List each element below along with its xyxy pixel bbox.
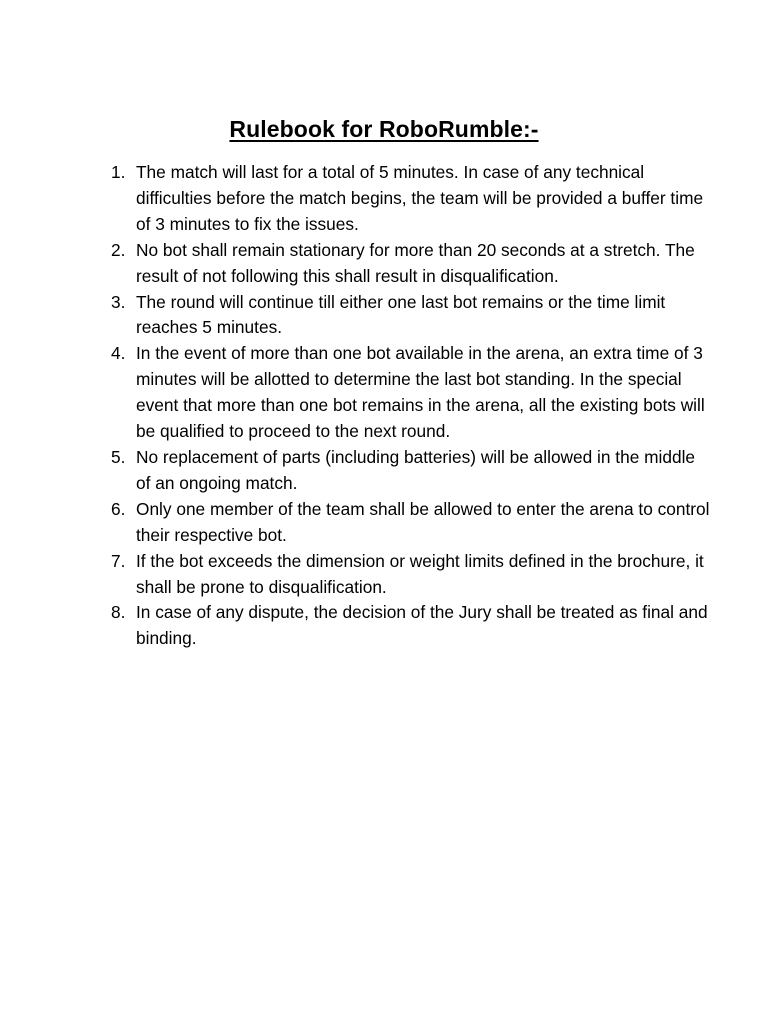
rule-item	[111, 549, 711, 601]
rule-number: 1.	[111, 162, 126, 182]
rule-text: In the event of more than one bot available in the arena, an extra time of 3 minutes will be allotted to determine the last bot standing. In the special event that more than one bot remains in the arena, all the existing bots will be qualified to proceed to the next round.	[136, 343, 705, 442]
rule-item	[111, 341, 711, 445]
rule-item	[111, 600, 711, 652]
rule-text: No bot shall remain stationary for more than 20 seconds at a stretch. The result of not following this shall result in disqualification.	[136, 239, 695, 286]
document-title: Rulebook for RoboRumble:-	[229, 116, 539, 142]
rule-item	[111, 445, 711, 497]
rule-item	[111, 290, 711, 342]
rule-number: 4.	[111, 343, 126, 364]
rule-text: The round will continue till either one last bot remains or the time limit reaches 5 minutes.	[136, 291, 666, 338]
rule-item	[111, 497, 711, 549]
rule-text: In case of any dispute, the decision of the Jury shall be treated as final and binding.	[136, 602, 708, 649]
rule-item	[111, 160, 711, 238]
rule-number: 8.	[111, 602, 126, 623]
rule-number: 3.	[111, 291, 126, 312]
rule-text: The match will last for a total of 5 minutes. In case of any technical difficulties before the match begins, the team will be provided a buffer time of 3 minutes to fix the issues.	[136, 162, 704, 234]
rule-number: 2.	[111, 239, 126, 260]
rule-number: 6.	[111, 498, 126, 519]
rule-number: 5.	[111, 446, 126, 467]
rule-number: 7.	[111, 550, 126, 571]
rule-text: Only one member of the team shall be allowed to enter the arena to control their respective bot.	[136, 498, 710, 545]
rules-list	[111, 160, 711, 652]
rule-text: If the bot exceeds the dimension or weight limits defined in the brochure, it shall be prone to disqualification.	[136, 550, 704, 597]
rule-item	[111, 238, 711, 290]
rule-text: No replacement of parts (including batteries) will be allowed in the middle of an ongoing match.	[136, 446, 696, 493]
